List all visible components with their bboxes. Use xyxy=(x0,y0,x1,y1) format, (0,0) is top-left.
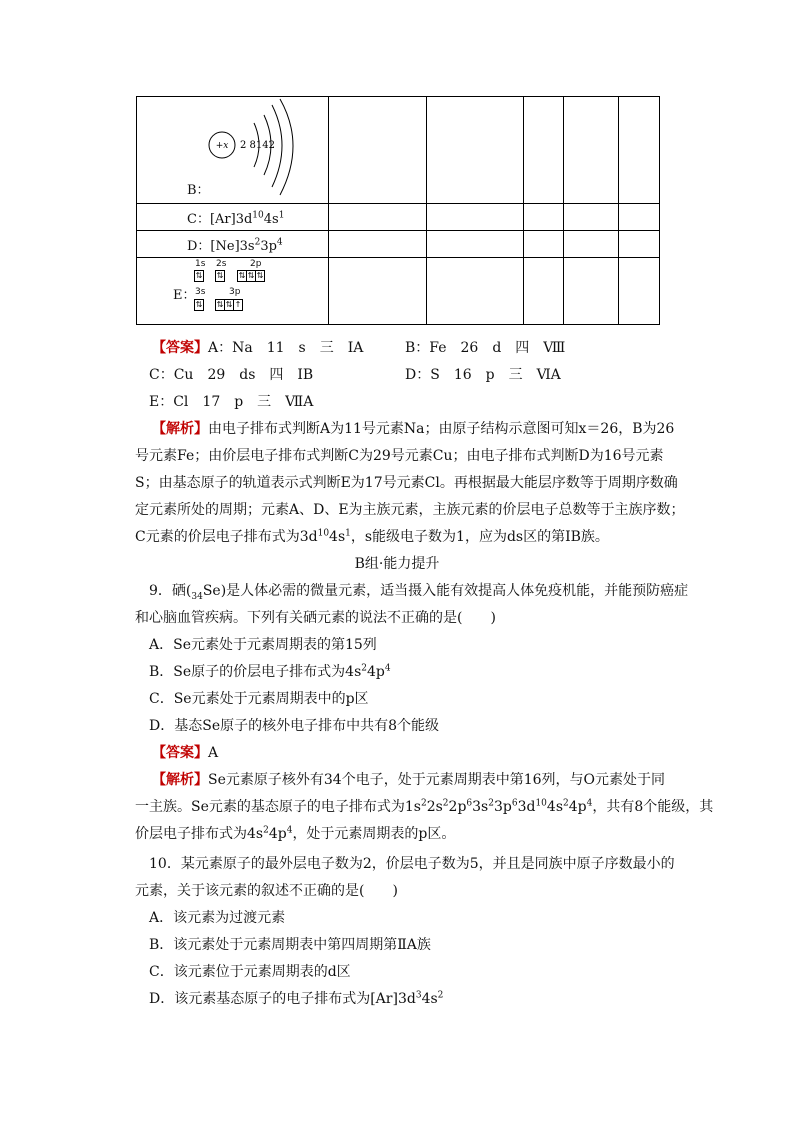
section-heading: B组·能力提升 xyxy=(354,556,440,572)
answer8-d: D：S 16 p 三 ⅥA xyxy=(405,367,561,383)
orbital-2p-label: 2p xyxy=(250,259,262,269)
nucleus-label: +x xyxy=(215,141,229,151)
q9-analysis-line1: 【解析】Se元素原子核外有34个电子，处于元素周期表中第16列，与O元素处于同 xyxy=(152,772,665,788)
q10-option-b: B．该元素处于元素周期表中第四周期第ⅡA族 xyxy=(149,937,431,953)
orbital-3s-label: 3s xyxy=(195,287,206,297)
row-e-label: E： xyxy=(173,288,196,303)
orbital-1s-boxes: ⇅ xyxy=(195,271,203,280)
q9-stem-line1: 9．硒$(_{34}Se)$是人体必需的微量元素，适当摄入能有效提高人体免疫机能，并能预防癌症 xyxy=(149,583,689,602)
analysis8-line2: 号元素Fe；由价层电子排布式判断C为29号元素Cu；由电子排布式判断D为16号元素 xyxy=(135,448,664,464)
analysis8-line5: C元素的价层电子排布式为$3d^{10}4s^1$，s能级电子数为1，应为ds区的第ⅠB族。 xyxy=(135,528,609,545)
orbital-3p-label: 3p xyxy=(229,287,241,297)
q9-option-c: C．Se元素处于元素周期表中的p区 xyxy=(149,691,369,707)
q9-analysis-line3: 价层电子排布式为$4s^24p^4$，处于元素周期表的p区。 xyxy=(135,825,456,842)
analysis8-line1: 【解析】由电子排布式判断A为11号元素Na；由原子结构示意图可知x＝26，B为26 xyxy=(152,421,675,437)
answer-tag: 【答案】 xyxy=(152,340,208,356)
analysis8-line4: 定元素所处的周期；元素A、D、E为主族元素，主族元素的价层电子总数等于主族序数； xyxy=(135,502,685,518)
q9-stem-line2: 和心脑血管疾病。下列有关硒元素的说法不正确的是( ) xyxy=(135,610,496,626)
row-d-config: D：$[Ne]3s^23p^4$ xyxy=(137,231,329,258)
row-b-cell xyxy=(137,97,329,204)
q9-option-d: D．基态Se原子的核外电子排布中共有8个能级 xyxy=(149,718,440,734)
orbital-3s-boxes: ⇅ xyxy=(195,300,203,309)
answer8-a: A：Na 11 s 三 ⅠA xyxy=(208,340,364,356)
row-c-config: C：$[Ar]3d^{10}4s^1$ xyxy=(137,204,329,231)
q10-stem-line2: 元素，关于该元素的叙述不正确的是( ) xyxy=(135,883,398,899)
q10-option-c: C．该元素位于元素周期表的d区 xyxy=(149,964,351,980)
q9-option-a: A．Se元素处于元素周期表的第15列 xyxy=(149,637,377,653)
analysis-tag: 【解析】 xyxy=(152,421,208,437)
orbital-1s-label: 1s xyxy=(195,259,206,269)
q9-analysis-line2: 一主族。Se元素的基态原子的电子排布式为$1s^22s^22p^63s^23p^63d^{10}4s^24p^4$，共有8个能级，其 xyxy=(135,798,714,815)
atom-structure-diagram xyxy=(202,97,327,203)
orbital-2s-boxes: ⇅ xyxy=(216,271,224,280)
q10-stem-line1: 10．某元素原子的最外层电子数为2，价层电子数为5，并且是同族中原子序数最小的 xyxy=(149,856,675,872)
q10-option-d: D．该元素基态原子的电子排布式为$[Ar]3d^34s^2$ xyxy=(149,990,444,1007)
q9-answer: 【答案】A xyxy=(152,745,219,761)
element-table xyxy=(136,96,660,325)
answer8-b: B：Fe 26 d 四 Ⅷ xyxy=(405,340,566,356)
answer8-line1 xyxy=(152,337,363,357)
row-e-cell xyxy=(137,258,329,325)
row-b-label: B： xyxy=(187,183,210,198)
q9-option-b: B．Se原子的价层电子排布式为$4s^24p^4$ xyxy=(149,663,391,680)
orbital-2p-boxes: ⇅ ⇅ ⇅ xyxy=(238,271,264,280)
orbital-3p-boxes: ⇅ ⇅ ↑ xyxy=(216,300,242,309)
shell-electrons: 2 8142 xyxy=(240,140,275,151)
analysis8-line3: S；由基态原子的轨道表示式判断E为17号元素Cl。再根据最大能层序数等于周期序数确 xyxy=(135,475,678,491)
q10-option-a: A．该元素为过渡元素 xyxy=(149,910,286,926)
orbital-2s-label: 2s xyxy=(216,259,227,269)
answer8-e: E：Cl 17 p 三 ⅦA xyxy=(149,394,314,410)
answer8-c: C：Cu 29 ds 四 ⅠB xyxy=(149,367,314,383)
